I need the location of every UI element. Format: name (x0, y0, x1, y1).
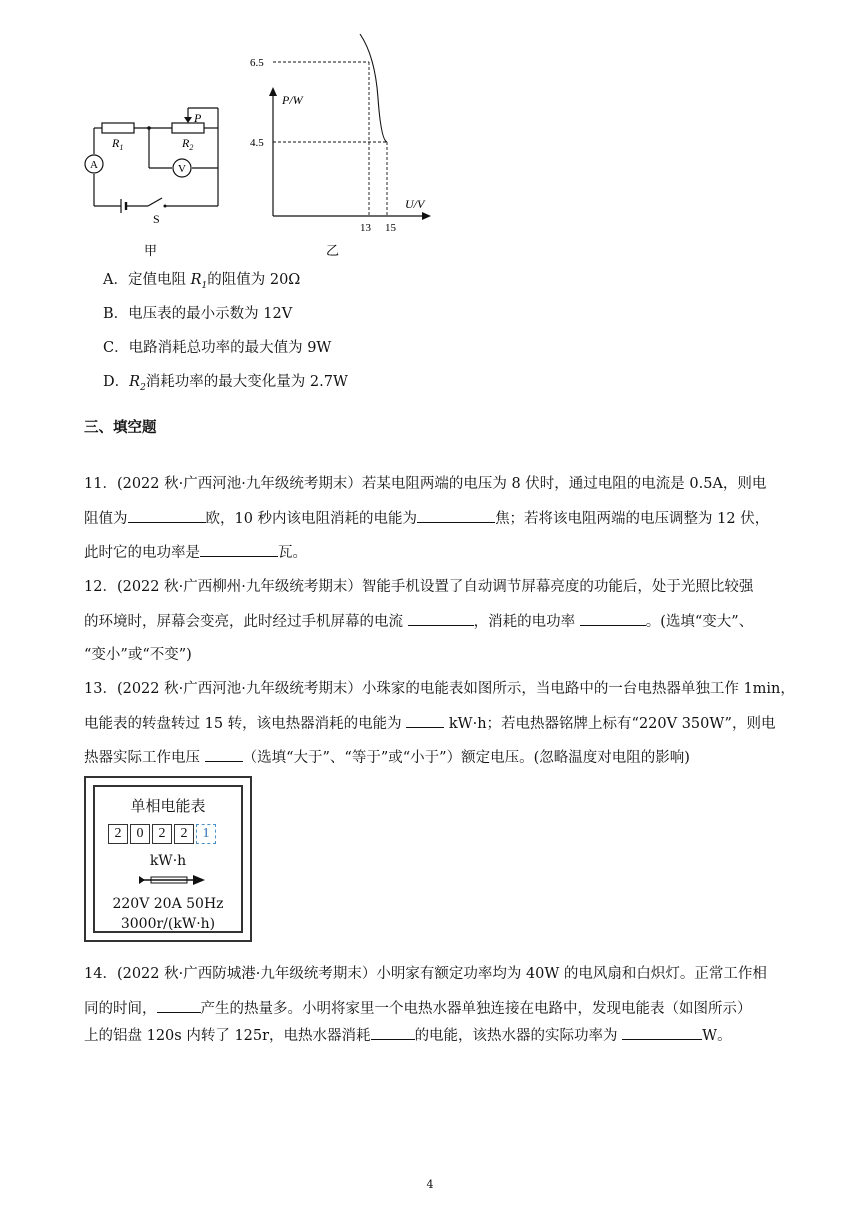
figure-caption-yi: 乙 (326, 243, 340, 258)
resistor-r1 (102, 123, 134, 133)
page-number: 4 (426, 1178, 434, 1191)
q14-blank-energy[interactable] (371, 1025, 415, 1040)
q11-line3: 此时它的电功率是 瓦。 (84, 542, 774, 563)
meter-digits (108, 824, 216, 844)
q14-blank-device[interactable] (157, 998, 201, 1013)
option-c[interactable]: C．电路消耗总功率的最大值为 9W (103, 340, 332, 356)
power-curve (360, 34, 387, 142)
q12-line1: 12．(2022 秋·广西柳州·九年级统考期末）智能手机设置了自动调节屏幕亮度的功能后，处于光照比较强 (84, 579, 754, 595)
q13-line2: 电能表的转盘转过 15 转，该电热器消耗的电能为 kW·h；若电热器铭牌上标有“220V 350W”，则电 (84, 713, 774, 734)
r1-label: $R_1$ (112, 136, 124, 152)
option-a[interactable]: A．定值电阻 $R_1$的阻值为 20Ω (103, 272, 301, 291)
x-tick-13: 13 (360, 222, 371, 234)
meter-spec-voltage: 220V 20A 50Hz (112, 896, 224, 912)
meter-digit: 2 (108, 824, 128, 844)
y-tick-4-5: 4.5 (250, 137, 264, 149)
power-voltage-graph (240, 57, 440, 264)
y-tick-6-5: 6.5 (250, 57, 264, 69)
circuit-diagram (76, 100, 236, 260)
meter-panel (93, 785, 243, 933)
meter-digit: 2 (152, 824, 172, 844)
q14-line2: 同的时间， 产生的热量多。小明将家里一个电热水器单独连接在电路中，发现电能表（如图所示） (84, 998, 774, 1019)
ammeter-label: A (90, 159, 98, 171)
switch-label: S (153, 212, 160, 226)
q13-blank-voltage[interactable] (205, 747, 243, 762)
q12-blank-power[interactable] (580, 611, 646, 626)
slider-label: P (194, 111, 202, 125)
option-d[interactable]: D．$R_2$消耗功率的最大变化量为 2.7W (103, 374, 348, 393)
q14-line3: 上的铝盘 120s 内转了 125r，电热水器消耗 的电能，该热水器的实际功率为 W。 (84, 1025, 774, 1046)
meter-digit-decimal: 1 (196, 824, 216, 844)
r2-label: $R_2$ (182, 136, 194, 152)
meter-title: 单相电能表 (130, 797, 206, 815)
y-axis-label: P/W (282, 93, 303, 107)
q12-line2: 的环境时，屏幕会变亮，此时经过手机屏幕的电流 ，消耗的电功率 。(选填“变大”、 (84, 611, 774, 632)
meter-unit: kW·h (149, 853, 187, 869)
meter-digit: 0 (130, 824, 150, 844)
q12-line3: “变小”或“不变”) (84, 647, 192, 663)
section-title: 三、填空题 (84, 420, 157, 436)
q13-line3: 热器实际工作电压 （选填“大于”、“等于”或“小于”）额定电压。(忽略温度对电阻的影响) (84, 747, 774, 768)
q11-blank-energy[interactable] (417, 508, 495, 523)
q11-blank-resistance[interactable] (128, 508, 206, 523)
q11-blank-power[interactable] (200, 542, 278, 557)
q13-line1: 13．(2022 秋·广西河池·九年级统考期末）小珠家的电能表如图所示，当电路中的一台电热器单独工作 1min， (84, 681, 795, 697)
meter-digit: 2 (174, 824, 194, 844)
voltmeter-label: V (178, 163, 186, 175)
q12-blank-current[interactable] (408, 611, 474, 626)
x-tick-15: 15 (385, 222, 396, 234)
q14-blank-power[interactable] (622, 1025, 702, 1040)
q14-line1: 14．(2022 秋·广西防城港·九年级统考期末）小明家有额定功率均为 40W 的电风扇和白炽灯。正常工作相 (84, 966, 767, 982)
x-axis-label: U/V (405, 197, 425, 211)
q13-blank-energy[interactable] (406, 713, 444, 728)
figure-caption-jia: 甲 (144, 243, 158, 258)
rotation-arrow-icon (137, 873, 207, 887)
q11-line2: 阻值为 欧，10 秒内该电阻消耗的电能为 焦；若将该电阻两端的电压调整为 12 伏， (84, 508, 774, 529)
q11-line1: 11．(2022 秋·广西河池·九年级统考期末）若某电阻两端的电压为 8 伏时，通过电阻的电流是 0.5A，则电 (84, 476, 767, 492)
electric-meter-figure (84, 776, 252, 942)
option-b[interactable]: B．电压表的最小示数为 12V (103, 306, 293, 322)
meter-spec-revolutions: 3000r/(kW·h) (120, 916, 216, 932)
